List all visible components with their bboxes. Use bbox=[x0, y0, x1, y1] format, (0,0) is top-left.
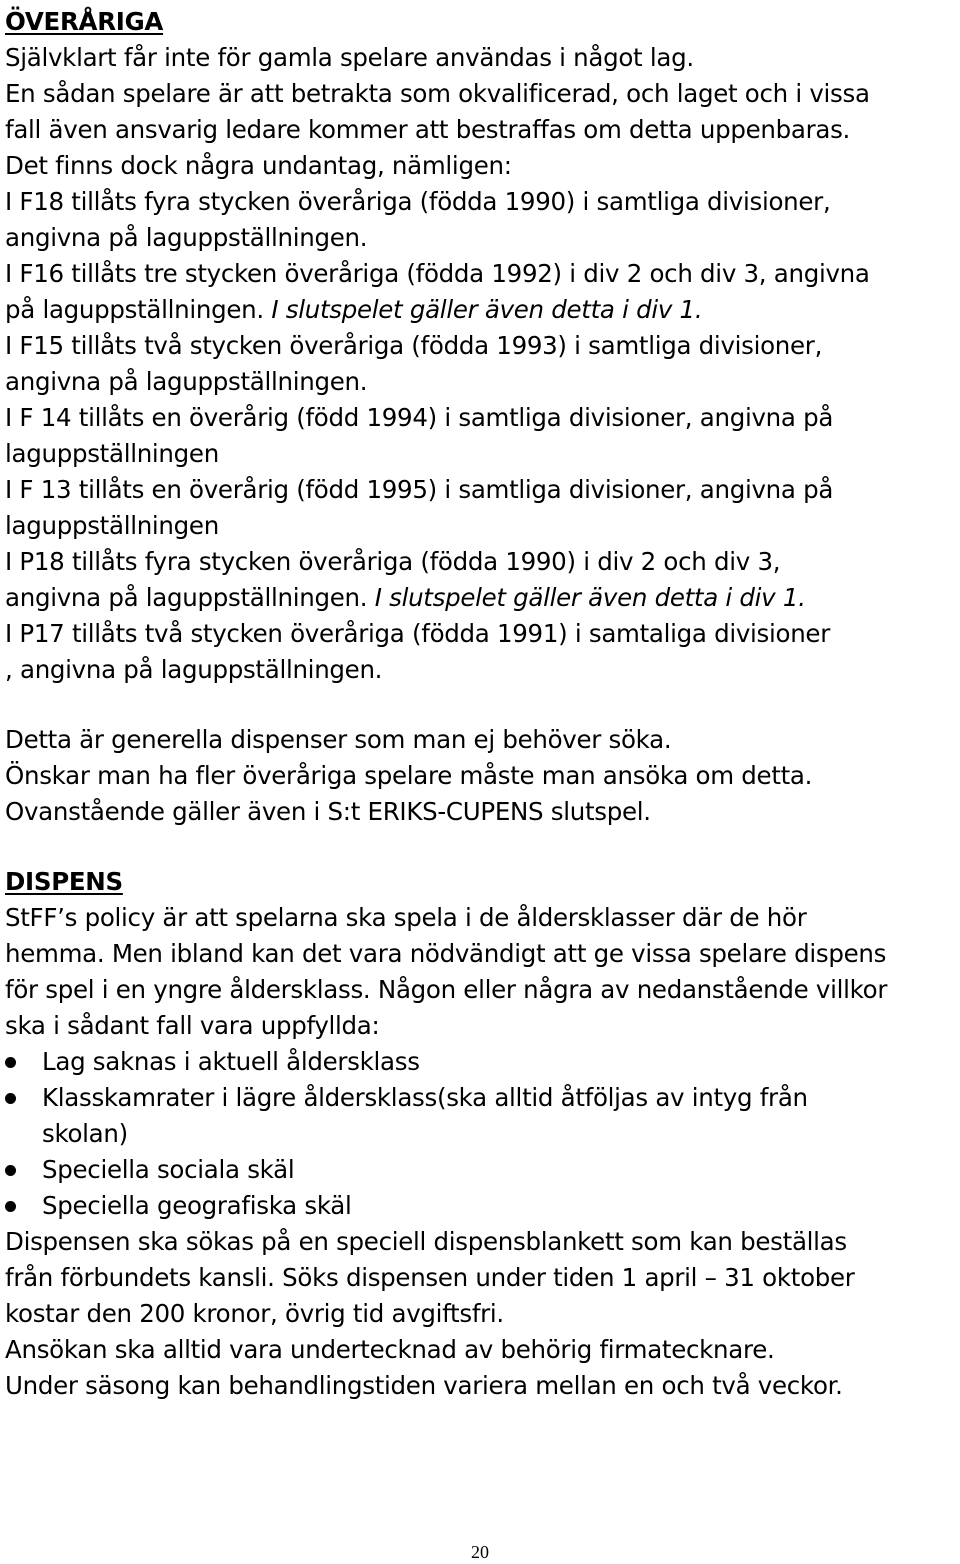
paragraph-line: I P18 tillåts fyra stycken överåriga (födda 1990) i div 2 och div 3, bbox=[5, 547, 781, 576]
paragraph-line: I P17 tillåts två stycken överåriga (födda 1991) i samtaliga divisioner bbox=[5, 619, 830, 648]
paragraph-line: I F 14 tillåts en överårig (född 1994) i samtliga divisioner, angivna på bbox=[5, 403, 834, 432]
paragraph-line: , angivna på laguppställningen. bbox=[5, 655, 383, 684]
section-heading-overariga: ÖVERÅRIGA bbox=[5, 7, 164, 36]
paragraph-line bbox=[5, 292, 955, 328]
bullet-item bbox=[5, 1152, 955, 1188]
paragraph-line: Ansökan ska alltid vara undertecknad av behörig firmatecknare. bbox=[5, 1335, 775, 1364]
paragraph-line: för spel i en yngre åldersklass. Någon eller några av nedanstående villkor bbox=[5, 975, 888, 1004]
bullet-text: skolan) bbox=[42, 1119, 128, 1148]
paragraph-line bbox=[5, 580, 955, 616]
paragraph-line: Detta är generella dispenser som man ej behöver söka. bbox=[5, 725, 672, 754]
paragraph-line: Självklart får inte för gamla spelare användas i något lag. bbox=[5, 43, 694, 72]
bullet-item-continuation bbox=[5, 1116, 955, 1152]
paragraph-line: I F16 tillåts tre stycken överåriga (födda 1992) i div 2 och div 3, angivna bbox=[5, 259, 870, 288]
paragraph-line: Önskar man ha fler överåriga spelare måste man ansöka om detta. bbox=[5, 761, 813, 790]
paragraph-gap bbox=[5, 688, 955, 722]
bullet-text: Speciella sociala skäl bbox=[42, 1155, 295, 1184]
paragraph-line: från förbundets kansli. Söks dispensen under tiden 1 april – 31 oktober bbox=[5, 1263, 855, 1292]
paragraph-gap bbox=[5, 830, 955, 864]
paragraph-line: En sådan spelare är att betrakta som okvalificerad, och laget och i vissa bbox=[5, 79, 870, 108]
bullet-item bbox=[5, 1188, 955, 1224]
paragraph-line: angivna på laguppställningen. bbox=[5, 367, 368, 396]
bullet-icon bbox=[5, 1057, 16, 1068]
paragraph-line: StFF’s policy är att spelarna ska spela i de åldersklasser där de hör bbox=[5, 903, 807, 932]
bullet-icon bbox=[5, 1201, 16, 1212]
paragraph-line: angivna på laguppställningen. bbox=[5, 223, 368, 252]
paragraph-line: I F 13 tillåts en överårig (född 1995) i samtliga divisioner, angivna på bbox=[5, 475, 834, 504]
paragraph-line: laguppställningen bbox=[5, 439, 219, 468]
bullet-text: Klasskamrater i lägre åldersklass(ska alltid åtföljas av intyg från bbox=[42, 1083, 808, 1112]
paragraph-line: hemma. Men ibland kan det vara nödvändigt att ge vissa spelare dispens bbox=[5, 939, 887, 968]
document-page bbox=[5, 4, 955, 1404]
section-heading-dispens: DISPENS bbox=[5, 867, 123, 896]
bullet-icon bbox=[5, 1165, 16, 1176]
bullet-item bbox=[5, 1080, 955, 1116]
paragraph-line: Dispensen ska sökas på en speciell dispensblankett som kan beställas bbox=[5, 1227, 847, 1256]
bullet-item bbox=[5, 1044, 955, 1080]
paragraph-line: kostar den 200 kronor, övrig tid avgiftsfri. bbox=[5, 1299, 504, 1328]
paragraph-line: fall även ansvarig ledare kommer att bestraffas om detta uppenbaras. bbox=[5, 115, 851, 144]
paragraph-line: I F18 tillåts fyra stycken överåriga (födda 1990) i samtliga divisioner, bbox=[5, 187, 831, 216]
paragraph-line: Ovanstående gäller även i S:t ERIKS-CUPENS slutspel. bbox=[5, 797, 651, 826]
paragraph-text: angivna på laguppställningen. bbox=[5, 583, 375, 612]
paragraph-line: ska i sådant fall vara uppfyllda: bbox=[5, 1011, 380, 1040]
page-number: 20 bbox=[471, 1542, 489, 1562]
bullet-text: Lag saknas i aktuell åldersklass bbox=[42, 1047, 420, 1076]
italic-note: I slutspelet gäller även detta i div 1. bbox=[271, 295, 703, 324]
paragraph-line: I F15 tillåts två stycken överåriga (födda 1993) i samtliga divisioner, bbox=[5, 331, 823, 360]
italic-note: I slutspelet gäller även detta i div 1. bbox=[374, 583, 806, 612]
paragraph-line: laguppställningen bbox=[5, 511, 219, 540]
paragraph-line: Det finns dock några undantag, nämligen: bbox=[5, 151, 512, 180]
bullet-icon bbox=[5, 1093, 16, 1104]
paragraph-text: på laguppställningen. bbox=[5, 295, 272, 324]
paragraph-line: Under säsong kan behandlingstiden variera mellan en och två veckor. bbox=[5, 1371, 843, 1400]
bullet-text: Speciella geografiska skäl bbox=[42, 1191, 352, 1220]
